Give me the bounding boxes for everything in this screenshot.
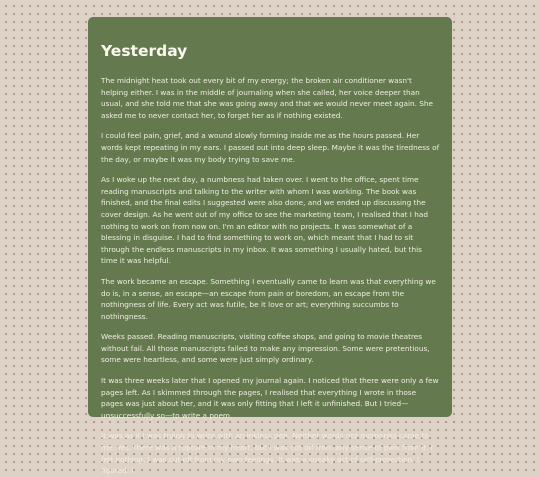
post-card	[88, 17, 452, 476]
post-paragraph-3: As I woke up the next day, a numbness had taken over. I went to the office, spent time reading manuscripts and talking to the writer with whom I was working. The book was finished, and the final edits I suggested were also done, and we ended up discussing the cover design. As he went out of my office to see the marketing team, I realised that I had nothing to work on from now on. I'm an editor with no projects. It was somewhat of a blessing in disguise. I had to find something to work on, which meant that I had to sit through the endless manuscripts in my inbox. It was something I usually hated, but this time it was helpful.	[101, 175, 428, 266]
post-paragraph-2: I could feel pain, grief, and a wound slowly forming inside me as the hours passed. Her words kept repeating in my ears. I passed out into deep sleep. Maybe it was the tiredness of the day, or maybe it was my body trying to save me.	[101, 131, 440, 164]
post-paragraph-7: It was as if I was trying to write with an inkless pen. Neither words nor memories came to me. Yes, there was a rupture in my heart, but I was cut off from any sense of pain from it. I felt nothing. I was cut off from my own feelings. It was a sneaky act of self-protection, I figured. I	[101, 431, 433, 476]
post-paragraph-1: The midnight heat took out every bit of my energy; the broken air conditioner wasn't helping either. I was in the middle of journaling when she called, her voice deeper than usual, and she told me that she was going away and that we would never meet again. She asked me to never contact her, to forget her as if nothing existed.	[101, 76, 433, 120]
post-paragraph-6: It was three weeks later that I opened my journal again. I noticed that there were only a few pages left. As I skimmed through the pages, I realised that everything I wrote in those pages was just about her, and it was only fitting that I left it unfinished. But I tried—unsuccessfully so—to write a poem.	[101, 376, 439, 420]
post-title: Yesterday	[101, 42, 188, 60]
post-paragraph-4: The work became an escape. Something I eventually came to learn was that everything we do is, in a sense, an escape—an escape from pain or boredom, an escape from the nothingness of life. Every act was futile, be it love or art; everything succumbs to nothingness.	[101, 276, 436, 321]
post-paragraph-5: Weeks passed. Reading manuscripts, visiting coffee shops, and going to movie theatres without fail. All those manuscripts failed to make any impression. Some were pretentious, some were heartless, and some were just simply ordinary.	[101, 332, 430, 365]
